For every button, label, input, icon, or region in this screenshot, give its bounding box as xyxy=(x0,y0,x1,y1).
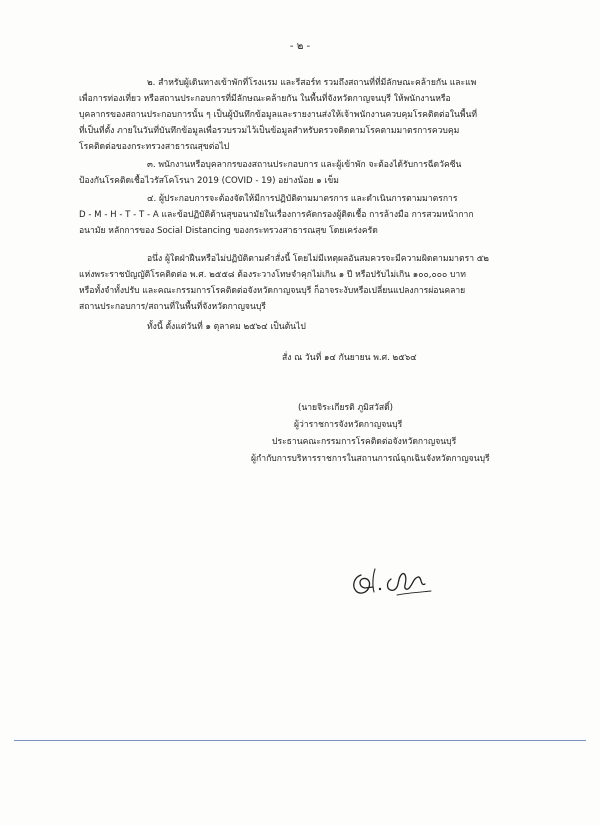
para-4-line-3: อนามัย หลักการของ Social Distancing ของกระทรวงสาธารณสุข โดยเคร่งครัด xyxy=(79,226,378,236)
scan-edge-line xyxy=(14,740,586,741)
signer-title-governor: ผู้ว่าราชการจังหวัดกาญจนบุรี xyxy=(294,420,403,430)
signer-name: (นายจิระเกียรติ ภูมิสวัสดิ์) xyxy=(298,403,394,413)
penalty-line-3: หรือทั้งจำทั้งปรับ และคณะกรรมการโรคติดต่อจังหวัดกาญจนบุรี ก็อาจระงับหรือเปลี่ยนแปลงการผ่อนคลาย xyxy=(79,286,466,296)
para-3-line-1: ๓. พนักงานหรือบุคลากรของสถานประกอบการ และผู้เข้าพัก จะต้องได้รับการฉีดวัคซีน xyxy=(147,160,462,170)
signer-title-commander: ผู้กำกับการบริหารราชการในสถานการณ์ฉุกเฉินจังหวัดกาญจนบุรี xyxy=(251,454,490,464)
para-2-line-2: เพื่อการท่องเที่ยว หรือสถานประกอบการที่มีลักษณะคล้ายกัน ในพื้นที่จังหวัดกาญจนบุรี ให้พนักงานหรือ xyxy=(79,94,451,104)
para-2-line-3: บุคลากรของสถานประกอบการนั้น ๆ เป็นผู้บันทึกข้อมูลและรายงานส่งให้เจ้าพนักงานควบคุมโรคติดต่อในพื้นที่ xyxy=(79,110,478,120)
effective-date: ทั้งนี้ ตั้งแต่วันที่ ๑ ตุลาคม ๒๕๖๔ เป็นต้นไป xyxy=(147,322,306,332)
handwritten-signature xyxy=(347,565,439,599)
para-4-line-2: D - M - H - T - T - A และข้อปฏิบัติด้านสุขอนามัยในเรื่องการคัดกรองผู้ติดเชื้อ การล้างมือ การสวมหน้ากาก xyxy=(79,210,474,220)
signer-title-chair: ประธานคณะกรรมการโรคติดต่อจังหวัดกาญจนบุรี xyxy=(272,437,457,447)
penalty-line-1: อนึ่ง ผู้ใดฝ่าฝืนหรือไม่ปฏิบัติตามคำสั่งนี้ โดยไม่มีเหตุผลอันสมควรจะมีความผิดตามมาตรา ๕๒ xyxy=(147,254,489,264)
para-2-line-5: โรคติดต่อของกระทรวงสาธารณสุขต่อไป xyxy=(79,142,230,152)
para-4-line-1: ๔. ผู้ประกอบการจะต้องจัดให้มีการปฏิบัติตามมาตรการ และดำเนินการตามมาตรการ xyxy=(147,194,458,204)
penalty-line-4: สถานประกอบการ/สถานที่ในพื้นที่จังหวัดกาญจนบุรี xyxy=(79,302,266,312)
para-2-line-1: ๒. สำหรับผู้เดินทางเข้าพักที่โรงแรม และรีสอร์ท รวมถึงสถานที่ที่มีลักษณะคล้ายกัน และแพ xyxy=(147,78,477,88)
para-2-line-4: ที่เป็นที่ตั้ง ภายในวันที่บันทึกข้อมูลเพื่อรวบรวมไว้เป็นข้อมูลสำหรับตรวจติดตามโรคตามมาตรการควบคุม xyxy=(79,126,460,136)
penalty-line-2: แห่งพระราชบัญญัติโรคติดต่อ พ.ศ. ๒๕๕๘ ต้องระวางโทษจำคุกไม่เกิน ๑ ปี หรือปรับไม่เกิน ๑๐๐,๐๐๐ บาท xyxy=(79,270,466,280)
issued-date: สั่ง ณ วันที่ ๑๔ กันยายน พ.ศ. ๒๕๖๔ xyxy=(282,353,417,363)
para-3-line-2: ป้องกันโรคติดเชื้อไวรัสโคโรนา 2019 (COVID - 19) อย่างน้อย ๑ เข็ม xyxy=(79,176,339,186)
page-number: - ๒ - xyxy=(289,41,311,52)
